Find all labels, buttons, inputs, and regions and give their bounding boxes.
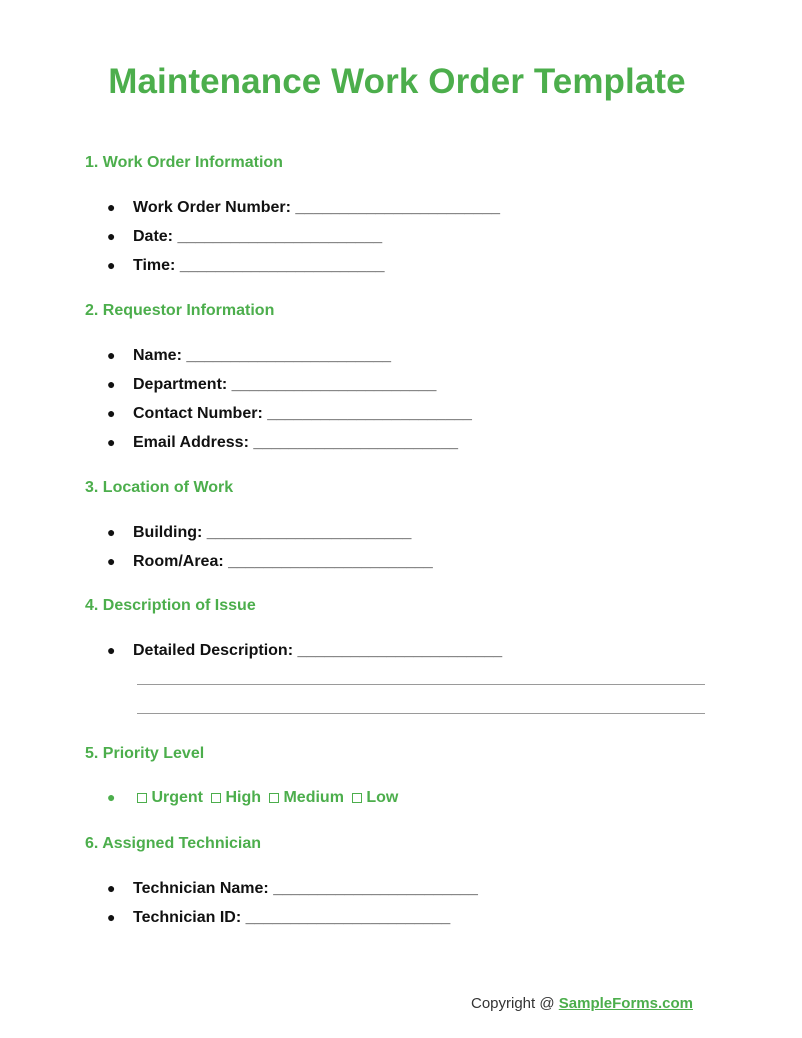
section-heading-technician: 6. Assigned Technician (85, 835, 262, 852)
field-label: Email Address: _______________________ (133, 434, 458, 451)
option-label-urgent: Urgent (151, 789, 204, 806)
section-heading-description: 4. Description of Issue (85, 597, 256, 614)
priority-options (107, 789, 402, 807)
list-item-detailed-description[interactable] (107, 642, 502, 660)
checkbox-urgent[interactable] (137, 793, 147, 803)
field-label: Work Order Number: _______________________ (133, 199, 501, 216)
bullet-icon: ● (107, 642, 116, 658)
section-heading-location: 3. Location of Work (85, 479, 234, 496)
field-label: Name: _______________________ (133, 347, 392, 364)
checkbox-medium[interactable] (269, 793, 279, 803)
list-item-contact-number[interactable] (107, 405, 472, 423)
bullet-icon: ● (107, 553, 116, 569)
page-title: Maintenance Work Order Template (108, 62, 686, 101)
bullet-icon: ● (107, 199, 116, 215)
list-item-room-area[interactable] (107, 553, 433, 571)
footer-copyright (471, 995, 693, 1012)
field-label: Department: _______________________ (133, 376, 437, 393)
field-label: Date: _______________________ (133, 228, 383, 245)
field-label: Detailed Description: _______________________ (133, 642, 503, 659)
section-heading-work-order: 1. Work Order Information (85, 154, 283, 171)
field-label: Technician Name: _______________________ (133, 880, 478, 897)
list-item-email-address[interactable] (107, 434, 458, 452)
option-label-medium: Medium (283, 789, 344, 806)
field-label: Technician ID: _______________________ (133, 909, 451, 926)
list-item-name[interactable] (107, 347, 391, 365)
checkbox-low[interactable] (352, 793, 362, 803)
bullet-icon: ● (107, 376, 116, 392)
list-item-technician-id[interactable] (107, 909, 450, 927)
option-label-high: High (225, 789, 262, 806)
footer-prefix: Copyright @ (471, 995, 559, 1012)
field-label: Room/Area: _______________________ (133, 553, 433, 570)
footer-link[interactable]: SampleForms.com (558, 995, 693, 1012)
section-heading-priority: 5. Priority Level (85, 745, 205, 762)
option-label-low: Low (366, 789, 399, 806)
description-line-2[interactable] (137, 713, 705, 714)
field-label: Building: _______________________ (133, 524, 412, 541)
list-item-date[interactable] (107, 228, 382, 246)
list-item-time[interactable] (107, 257, 385, 275)
description-line-1[interactable] (137, 684, 705, 685)
checkbox-high[interactable] (211, 793, 221, 803)
bullet-icon: ● (107, 524, 116, 540)
bullet-icon: ● (107, 909, 116, 925)
list-item-work-order-number[interactable] (107, 199, 500, 217)
bullet-icon: ● (107, 789, 116, 805)
list-item-department[interactable] (107, 376, 436, 394)
field-label: Time: _______________________ (133, 257, 385, 274)
bullet-icon: ● (107, 257, 116, 273)
list-item-technician-name[interactable] (107, 880, 478, 898)
field-label: Contact Number: _______________________ (133, 405, 472, 422)
bullet-icon: ● (107, 434, 116, 450)
list-item-building[interactable] (107, 524, 411, 542)
bullet-icon: ● (107, 880, 116, 896)
bullet-icon: ● (107, 347, 116, 363)
section-heading-requestor: 2. Requestor Information (85, 302, 275, 319)
bullet-icon: ● (107, 228, 116, 244)
bullet-icon: ● (107, 405, 116, 421)
